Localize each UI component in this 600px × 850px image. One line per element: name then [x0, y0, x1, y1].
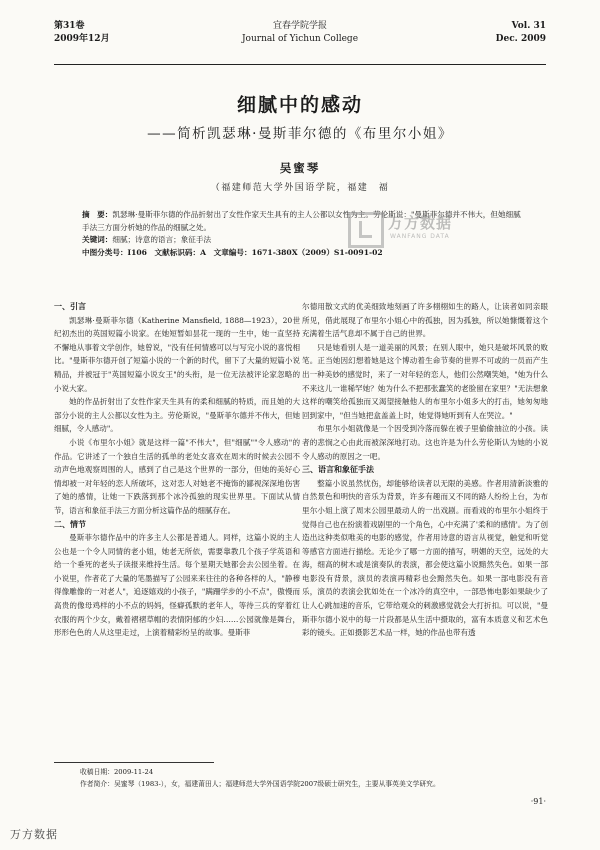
source-brand: 万方数据 [10, 828, 58, 841]
watermark-brand-en: WANFANG DATA [390, 233, 450, 240]
body-column-right [302, 300, 548, 640]
section-heading: 一、引言 [54, 301, 86, 311]
section-heading: 三、语言和象征手法 [302, 464, 374, 475]
paragraph: 尔德用散文式的优美细致地刻画了许多栩栩如生的路人，让读者如同亲眼所见，借此展现了布里尔小姐心中的孤独，因为孤独，所以她慷慨着这个充满着生活气息却不属于自己的世界。 [302, 302, 548, 339]
abstract-label: 摘 要： [82, 210, 113, 219]
wanfang-watermark [348, 212, 476, 246]
journal-title: 宜春学院学报 [272, 21, 327, 31]
footnote-author-bio: 作者简介：吴蜜琴（1983-），女，福建莆田人；福建师范大学外国语学院2007级硕士研究生，主要从事英美文学研究。 [80, 780, 440, 788]
author-affiliation: （福建师范大学外国语学院，福建 福 [210, 183, 390, 193]
header-date-en: Dec. 2009 [495, 34, 546, 44]
footnote-divider [54, 762, 214, 763]
abstract-text: 凯瑟琳·曼斯菲尔德的作品折射出了女性作家天生具有的主人公都以女性为主。劳伦斯说："曼斯菲尔德并不伟大，但她细腻手法三方面分析她的作品的细腻之处。 [82, 210, 521, 232]
article-title: 细腻中的感动 [236, 94, 363, 116]
header-right [496, 20, 546, 46]
footnote-received: 收稿日期：2009-11-24 [80, 768, 154, 776]
section-heading: 二、情节 [54, 518, 86, 529]
classification-line: 中图分类号：I106 文献标识码：A 文章编号：1671-380X（2009）S1-0091-02 [82, 247, 383, 257]
header-center [54, 20, 546, 46]
keywords-label: 关键词： [82, 235, 113, 244]
body-column-left [54, 300, 300, 640]
header-volume-en: Vol. 31 [511, 21, 546, 31]
watermark-brand: 万方数据 [388, 214, 453, 232]
article-subtitle: ——简析凯瑟琳·曼斯菲尔德的《布里尔小姐》 [147, 126, 453, 142]
header-volume: 第31卷 [54, 21, 85, 31]
running-header [54, 20, 546, 65]
wanfang-logo-icon [348, 212, 384, 248]
paragraph: 凯瑟琳·曼斯菲尔德（Katherine Mansfield, 1888—1923），20世纪初杰出的英国短篇小说家。在她短暂如昙花一现的一生中，她一直坚持不懈地从事着文学创作，她曾说，"没有任何情感可以与写完小说的喜悦相比。"曼斯菲尔德开创了短篇小说的一个新的时代，留下了大量的短篇小说精品，并被冠于"英国短篇小说女王"的头衔，是一位无法被评论家忽略的小说大家。 [54, 315, 300, 393]
paragraph: 整篇小说虽然忧伤，却能够给读者以无限的美感。作者用清新淡雅的自然景色和明快的音乐为背景，许多有趣而又不同的路人纷纷上台，为布里尔小姐上演了周末公园里最动人的一出戏剧。而看戏的布里尔小姐终于觉得自己也在扮演着戏剧里的一个角色，心中充满了'柔和的感情'。为了创造出这种类似唯美的电影的感觉，作者用诗意的语言从视觉，触觉和听觉等感官方面进行描绘。无论少了哪一方面的描写，明媚的天空，远处的大海，细高的树木或是演奏队的表演，都会使这篇小说黯然失色。如果一部电影没有背景，演员的表演再精彩也会黯然失色。如果一部电影没有音乐，演员的表演会犹如处在一个冰冷的真空中，一部恐怖电影如果缺少了让人心跳加速的音乐，它带给观众的刺激感觉就会大打折扣。可以说，"曼斯菲尔德小说中的每一片段都是从生活中摄取的，富有本质意义和艺术色彩的镜头。正如摄影艺术品一样，她的作品也带有透 [302, 478, 548, 638]
journal-title-en: Journal of Yichun College [241, 34, 359, 44]
paragraph: 曼斯菲尔德作品中的许多主人公都是普通人。同样，这篇小说的主人公也是一个令人同情的老小姐，她老无所依，需要靠教几个孩子学英语和给一个垂死的老头子读报来维持生活。每个星期天她都会去公园坐着。在小说里，作者花了大量的笔墨描写了公园来来往往的各种各样的人，"静穆得像雕像的一对老人"，追逐嬉戏的小孩子，"蹒跚学步的小不点"，傲慢而高贵的像母鸡样的小不点的妈妈，怪癖孤默的老年人，等待三兵的穿着红衣服的两个少女，戴着褶褶草帽的表情阴郁的少妇……公园就像是舞台，形形色色的人从这里走过，上演着精彩纷呈的故事。曼斯菲 [54, 533, 300, 638]
paragraph: 布里尔小姐就像是一个因受到冷落而躲在被子里偷偷抽泣的小孩。读者的悲悯之心由此而被深深地打动。这也许是为什么劳伦斯认为她的小说令人感动的原因之一吧。 [302, 424, 548, 461]
keywords-text: 细腻；诗意的语言；象征手法 [112, 235, 212, 244]
paragraph: 只是她看别人是一道美丽的风景；在别人眼中，她只是破坏风景的败笔。正当她因幻想着她是这个博动着生命节奏的世界不可或的一员而产生出一种美妙的感觉时，来了一对年轻的恋人，他们公然嘲笑她，"她为什么不来这儿一谁稀罕她？她为什么不把那张蠢笑的老脸留在家里？"无法想象这样的嘲笑给孤独而又渴望接触他人的布里尔小姐多大的打击，她匆匆地回到家中，"但当她把盒盖盖上时，她觉得她听到有人在哭泣。" [302, 342, 548, 420]
paragraph: 她的作品折射出了女性作家天生具有的柔和细腻的特质，而且她的大部分小说的主人公都以女性为主。劳伦斯说，"曼斯菲尔德并不伟大，但她细腻，令人感动"。 [54, 397, 300, 434]
article-author: 吴蜜琴 [279, 161, 321, 175]
page-number: ·91· [530, 797, 546, 806]
paragraph: 小说《布里尔小姐》就是这样一篇"不伟大"，但"细腻""令人感动"的作品。它讲述了一个独自生活的孤单的老处女喜欢在周末的时候去公园不动声色地观察周围的人，感到了自己是这个世界的一部分，但她的美好心情却被一对年轻的恋人所破坏，这对恋人对她老不掩饰的鄙视深深地伤害了她的感情，让她一下跌落到那个冰冷孤独的现实世界里。下面试从情节，语言和象征手法三方面分析这篇作品的细腻存在。 [54, 437, 300, 515]
header-date: 2009年12月 [54, 34, 110, 44]
